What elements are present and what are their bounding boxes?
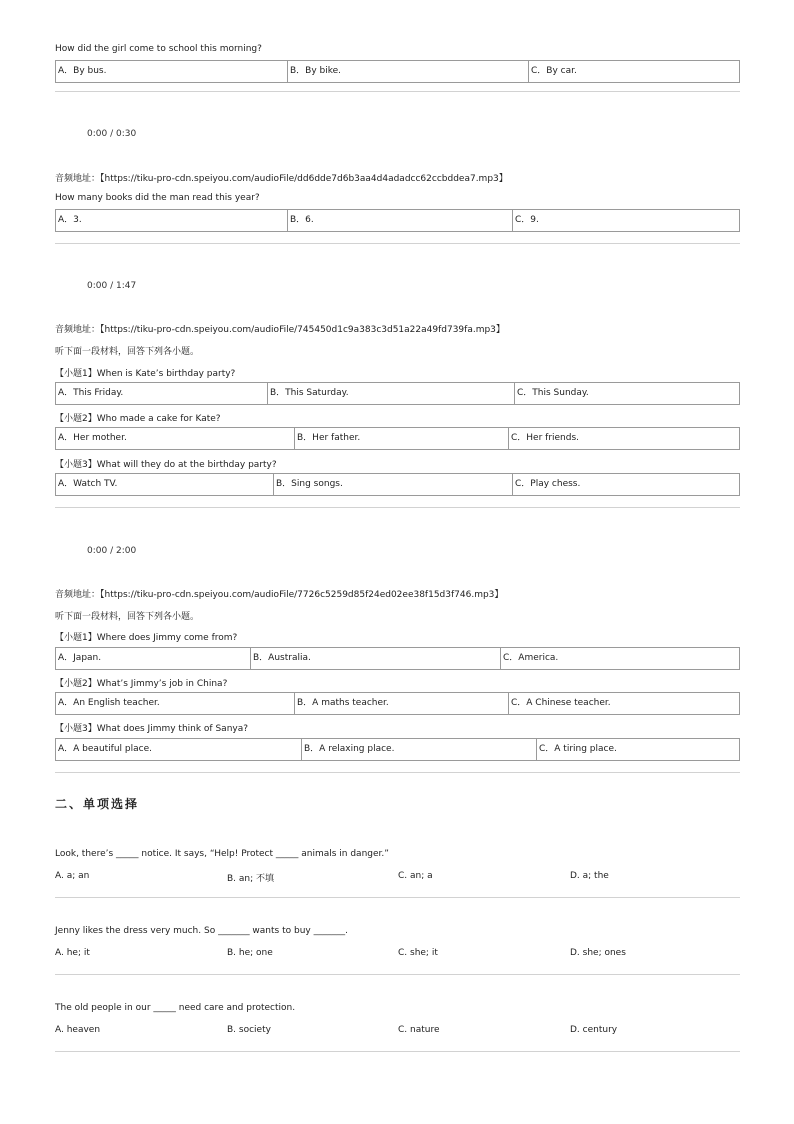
option-a[interactable]: A．3.	[58, 215, 82, 225]
options-table	[55, 738, 740, 761]
option-b[interactable]: B．Her father.	[294, 428, 508, 449]
option-c[interactable]: C. nature	[398, 1025, 440, 1035]
options-table	[55, 60, 740, 83]
options-table	[55, 647, 740, 670]
options-table	[55, 427, 740, 450]
sub-question-text: 【小题2】What’s Jimmy’s job in China?	[55, 679, 228, 689]
option-b[interactable]: B. he; one	[227, 948, 273, 958]
divider	[55, 507, 740, 508]
audio-time[interactable]: 0:00 / 1:47	[87, 281, 137, 291]
option-c[interactable]: C．Play chess.	[512, 474, 739, 495]
option-c[interactable]: C. she; it	[398, 948, 438, 958]
question-text: The old people in our _____ need care and protection.	[55, 1003, 296, 1013]
audio-time[interactable]: 0:00 / 0:30	[87, 129, 137, 139]
option-b[interactable]: B．By bike.	[287, 61, 528, 82]
option-b[interactable]: B．Sing songs.	[273, 474, 512, 495]
option-b[interactable]: B．A maths teacher.	[294, 693, 508, 714]
instruction-text: 听下面一段材料，回答下列各小题。	[55, 612, 200, 622]
audio-time[interactable]: 0:00 / 2:00	[87, 546, 137, 556]
option-a[interactable]: A．By bus.	[58, 66, 107, 76]
audio-url: 音频地址：【https://tiku-pro-cdn.speiyou.com/audioFile/dd6dde7d6b3aa4d4adadcc62ccbddea7.mp3】	[55, 174, 508, 184]
sub-question-text: 【小题3】What does Jimmy think of Sanya?	[55, 724, 249, 734]
question-text: How many books did the man read this year?	[55, 193, 260, 203]
divider	[55, 91, 740, 92]
option-a[interactable]: A．A beautiful place.	[58, 744, 152, 754]
option-c[interactable]: C．9.	[512, 210, 739, 231]
question-text: Look, there’s _____ notice. It says, “Help! Protect _____ animals in danger.”	[55, 849, 389, 859]
question-text: How did the girl come to school this morning?	[55, 44, 262, 54]
option-b[interactable]: B．Australia.	[250, 648, 500, 669]
audio-url: 音频地址：【https://tiku-pro-cdn.speiyou.com/audioFile/7726c5259d85f24ed02ee38f15d3f746.mp3】	[55, 590, 504, 600]
divider	[55, 243, 740, 244]
option-d[interactable]: D. a; the	[570, 871, 609, 881]
option-b[interactable]: B．A relaxing place.	[301, 739, 536, 760]
option-a[interactable]: A. a; an	[55, 871, 90, 881]
option-a[interactable]: A. he; it	[55, 948, 90, 958]
sub-question-text: 【小题1】When is Kate’s birthday party?	[55, 369, 236, 379]
option-c[interactable]: C. an; a	[398, 871, 433, 881]
options-table	[55, 473, 740, 496]
options-table	[55, 692, 740, 715]
option-a[interactable]: A. heaven	[55, 1025, 101, 1035]
audio-url: 音频地址：【https://tiku-pro-cdn.speiyou.com/audioFile/745450d1c9a383c3d51a22a49fd739fa.mp3】	[55, 325, 505, 335]
option-b[interactable]: B．This Saturday.	[267, 383, 514, 404]
option-c[interactable]: C．This Sunday.	[514, 383, 739, 404]
option-a[interactable]: A．Japan.	[58, 653, 102, 663]
option-c[interactable]: C．America.	[500, 648, 739, 669]
option-c[interactable]: C．A tiring place.	[536, 739, 739, 760]
divider	[55, 897, 740, 898]
option-a[interactable]: A．This Friday.	[58, 388, 124, 398]
sub-question-text: 【小题3】What will they do at the birthday party?	[55, 460, 277, 470]
option-b[interactable]: B. an; 不填	[227, 874, 275, 884]
option-a[interactable]: A．Her mother.	[58, 433, 127, 443]
option-a[interactable]: A．An English teacher.	[58, 698, 160, 708]
divider	[55, 772, 740, 773]
section-heading: 二、单项选择	[55, 797, 140, 811]
options-table	[55, 209, 740, 232]
option-b[interactable]: B. society	[227, 1025, 271, 1035]
divider	[55, 1051, 740, 1052]
options-table	[55, 382, 740, 405]
option-d[interactable]: D. century	[570, 1025, 618, 1035]
option-c[interactable]: C．Her friends.	[508, 428, 739, 449]
option-c[interactable]: C．A Chinese teacher.	[508, 693, 739, 714]
divider	[55, 974, 740, 975]
option-d[interactable]: D. she; ones	[570, 948, 626, 958]
sub-question-text: 【小题2】Who made a cake for Kate?	[55, 414, 221, 424]
option-b[interactable]: B．6.	[287, 210, 512, 231]
question-text: Jenny likes the dress very much. So _______ wants to buy _______.	[55, 926, 348, 936]
instruction-text: 听下面一段材料，回答下列各小题。	[55, 347, 200, 357]
sub-question-text: 【小题1】Where does Jimmy come from?	[55, 633, 238, 643]
option-a[interactable]: A．Watch TV.	[58, 479, 118, 489]
option-c[interactable]: C．By car.	[528, 61, 739, 82]
